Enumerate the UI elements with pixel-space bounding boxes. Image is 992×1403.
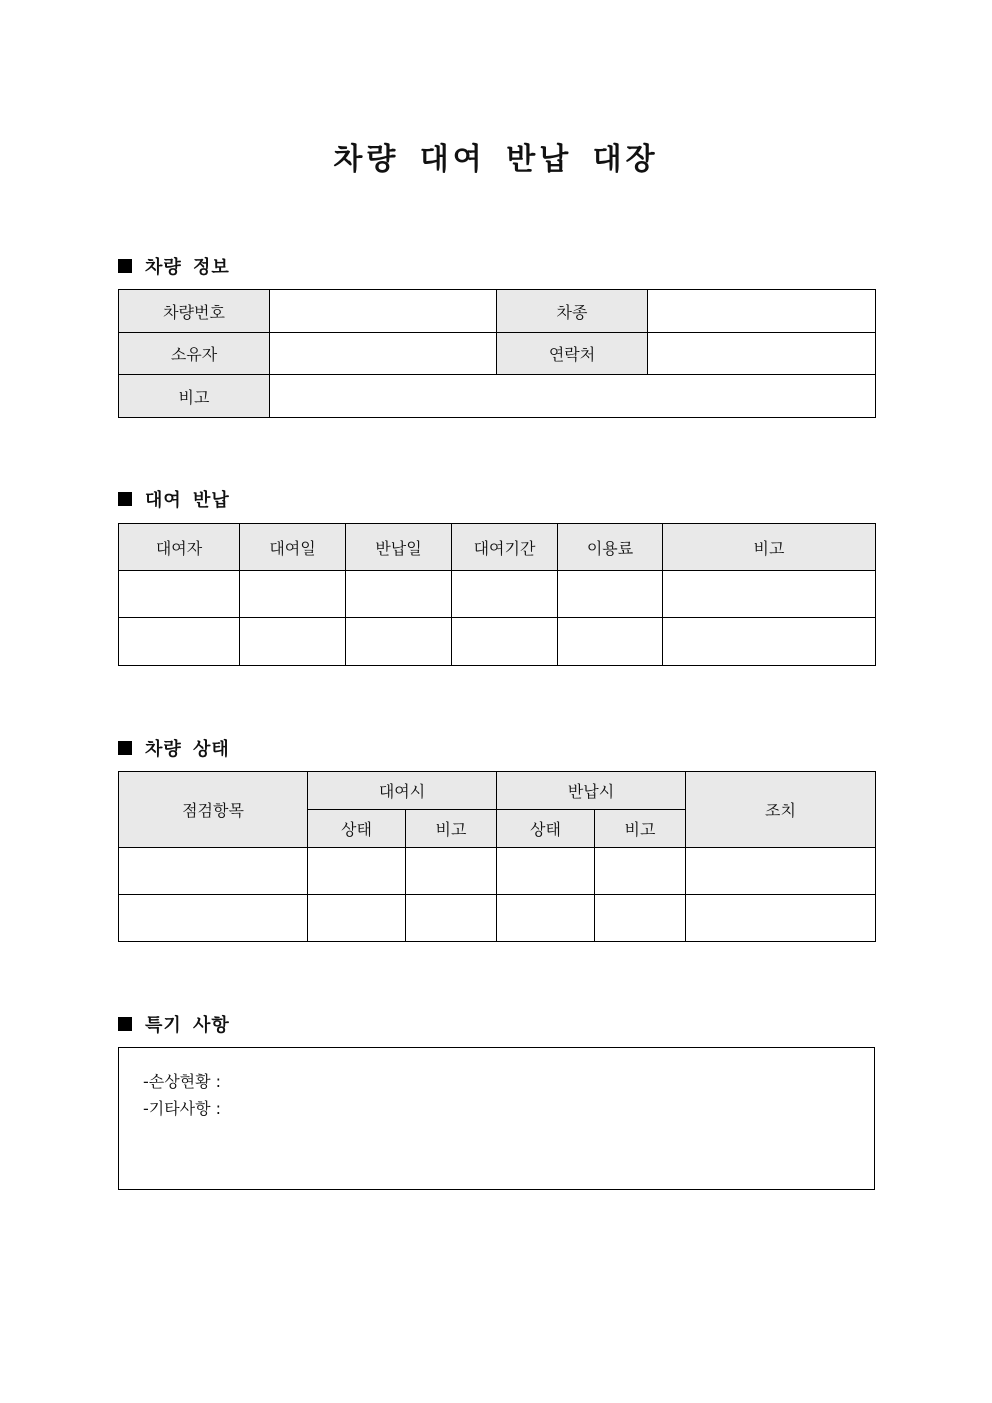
section-heading-label: 대여 반납 xyxy=(145,490,230,511)
vehicle-info-table xyxy=(118,289,876,418)
check-item-cell[interactable] xyxy=(119,848,308,895)
rental-return-table xyxy=(118,523,876,666)
rental-date-cell[interactable] xyxy=(240,571,346,618)
remarks-cell[interactable] xyxy=(663,571,876,618)
column-header-check-item: 점검항목 xyxy=(119,772,308,848)
vehicle-condition-table xyxy=(118,771,876,942)
section-heading-vehicle-info xyxy=(118,253,230,279)
other-notes-line: -기타사항 : xyxy=(143,1099,222,1118)
contact-field[interactable] xyxy=(648,333,876,375)
section-heading-label: 특기 사항 xyxy=(145,1015,230,1036)
fee-cell[interactable] xyxy=(558,571,663,618)
contact-label: 연락처 xyxy=(497,333,648,375)
plate-number-label: 차량번호 xyxy=(119,290,270,333)
page-title: 차량 대여 반납 대장 xyxy=(333,142,659,177)
column-header-rental-period: 대여기간 xyxy=(452,524,558,571)
rental-date-cell[interactable] xyxy=(240,618,346,666)
fee-cell[interactable] xyxy=(558,618,663,666)
section-heading-label: 차량 상태 xyxy=(145,739,230,760)
table-row xyxy=(119,571,876,618)
table-row xyxy=(119,333,876,375)
section-heading-label: 차량 정보 xyxy=(145,257,230,278)
column-header-remarks: 비고 xyxy=(663,524,876,571)
remarks-cell[interactable] xyxy=(663,618,876,666)
check-item-cell[interactable] xyxy=(119,895,308,942)
return-date-cell[interactable] xyxy=(346,571,452,618)
section-heading-special-notes xyxy=(118,1011,230,1037)
column-header-at-rental: 대여시 xyxy=(308,772,497,810)
table-header-row xyxy=(119,524,876,571)
rental-note-cell[interactable] xyxy=(406,895,497,942)
return-note-cell[interactable] xyxy=(595,895,686,942)
rental-period-cell[interactable] xyxy=(452,571,558,618)
rental-note-cell[interactable] xyxy=(406,848,497,895)
remarks-label: 비고 xyxy=(119,375,270,418)
column-header-rental-date: 대여일 xyxy=(240,524,346,571)
owner-field[interactable] xyxy=(270,333,497,375)
table-header-row xyxy=(119,772,876,810)
table-row xyxy=(119,895,876,942)
square-bullet-icon xyxy=(118,259,132,273)
column-header-at-return: 반납시 xyxy=(497,772,686,810)
square-bullet-icon xyxy=(118,1017,132,1031)
renter-cell[interactable] xyxy=(119,571,240,618)
square-bullet-icon xyxy=(118,741,132,755)
remarks-field[interactable] xyxy=(270,375,876,418)
return-status-cell[interactable] xyxy=(497,895,595,942)
square-bullet-icon xyxy=(118,492,132,506)
column-header-return-status: 상태 xyxy=(497,810,595,848)
car-type-field[interactable] xyxy=(648,290,876,333)
column-header-action: 조치 xyxy=(686,772,876,848)
owner-label: 소유자 xyxy=(119,333,270,375)
rental-status-cell[interactable] xyxy=(308,895,406,942)
column-header-return-date: 반납일 xyxy=(346,524,452,571)
table-row xyxy=(119,290,876,333)
table-row xyxy=(119,848,876,895)
table-row xyxy=(119,375,876,418)
damage-status-line: -손상현황 : xyxy=(143,1072,222,1091)
section-heading-rental-return xyxy=(118,486,230,512)
special-notes-box[interactable] xyxy=(118,1047,875,1190)
return-date-cell[interactable] xyxy=(346,618,452,666)
column-header-renter: 대여자 xyxy=(119,524,240,571)
return-status-cell[interactable] xyxy=(497,848,595,895)
plate-number-field[interactable] xyxy=(270,290,497,333)
rental-status-cell[interactable] xyxy=(308,848,406,895)
car-type-label: 차종 xyxy=(497,290,648,333)
table-row xyxy=(119,618,876,666)
action-cell[interactable] xyxy=(686,848,876,895)
renter-cell[interactable] xyxy=(119,618,240,666)
action-cell[interactable] xyxy=(686,895,876,942)
column-header-return-note: 비고 xyxy=(595,810,686,848)
return-note-cell[interactable] xyxy=(595,848,686,895)
column-header-rental-status: 상태 xyxy=(308,810,406,848)
column-header-rental-note: 비고 xyxy=(406,810,497,848)
section-heading-vehicle-condition xyxy=(118,735,230,761)
column-header-fee: 이용료 xyxy=(558,524,663,571)
rental-period-cell[interactable] xyxy=(452,618,558,666)
